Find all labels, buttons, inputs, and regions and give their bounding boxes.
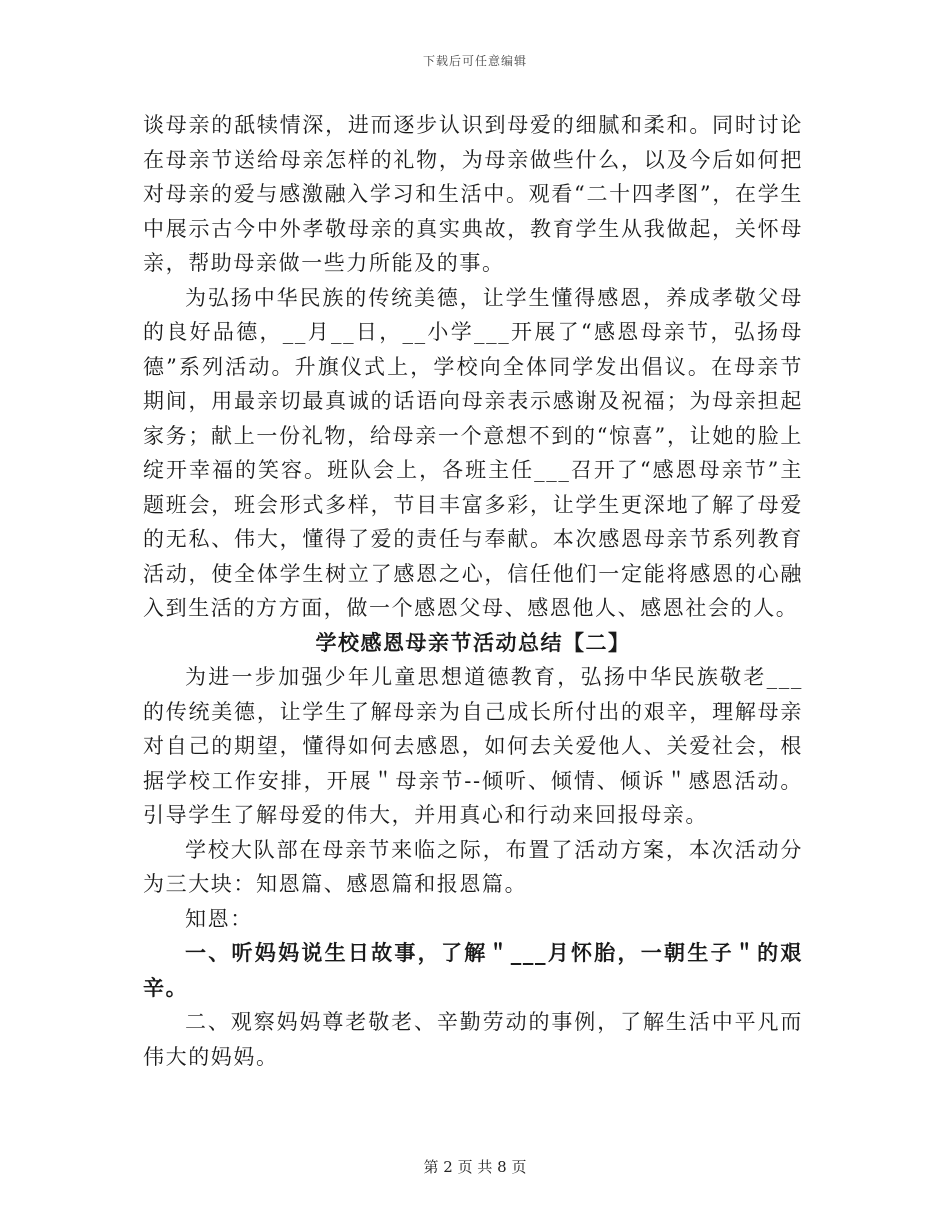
page-footer: 第 2 页 共 8 页	[423, 1158, 527, 1176]
paragraph-zhien: 知恩：	[185, 906, 253, 931]
page-header: 下载后可任意编辑	[422, 54, 527, 68]
paragraph-continued: 谈母亲的舐犊情深，进而逐步认识到母爱的细腻和柔和。同时讨论在母亲节送给母亲怎样的礼物，为母亲做些什么，以及今后如何把对母亲的爱与感激融入学习和生活中。观看“二十四孝图”，在学生中展示古今中外孝敬母亲的真实典故，教育学生从我做起，关怀母亲，帮助母亲做一些力所能及的事。	[143, 113, 803, 275]
document-body	[143, 108, 803, 1074]
paragraph-activity: 为弘扬中华民族的传统美德，让学生懂得感恩，养成孝敬父母的良好品德，__月__日，__小学___开展了“感恩母亲节，弘扬母德”系列活动。升旗仪式上，学校向全体同学发出倡议。在母亲节期间，用最亲切最真诚的话语向母亲表示感谢及祝福；为母亲担起家务；献上一份礼物，给母亲一个意想不到的“惊喜”，让她的脸上绽开幸福的笑容。班队会上，各班主任___召开了“感恩母亲节”主题班会，班会形式多样，节目丰富多彩，让学生更深地了解了母爱的无私、伟大，懂得了爱的责任与奉献。本次感恩母亲节系列教育活动，使全体学生树立了感恩之心，信任他们一定能将感恩的心融入到生活的方方面，做一个感恩父母、感恩他人、感恩社会的人。	[143, 285, 803, 620]
paragraph-plan: 学校大队部在母亲节来临之际，布置了活动方案，本次活动分为三大块：知恩篇、感恩篇和报恩篇。	[143, 837, 803, 896]
list-item-2: 二、观察妈妈尊老敬老、辛勤劳动的事例，了解生活中平凡而伟大的妈妈。	[143, 1010, 803, 1069]
section-title: 学校感恩母亲节活动总结【二】	[315, 629, 631, 655]
list-item-1: 一、听妈妈说生日故事，了解＂___月怀胎，一朝生子＂的艰辛。	[143, 940, 803, 1000]
paragraph-intro: 为进一步加强少年儿童思想道德教育，弘扬中华民族敬老___的传统美德，让学生了解母亲为自己成长所付出的艰辛，理解母亲对自己的期望，懂得如何去感恩，如何去关爱他人、关爱社会，根据学校工作安排，开展＂母亲节--倾听、倾情、倾诉＂感恩活动。引导学生了解母爱的伟大，并用真心和行动来回报母亲。	[143, 665, 803, 827]
